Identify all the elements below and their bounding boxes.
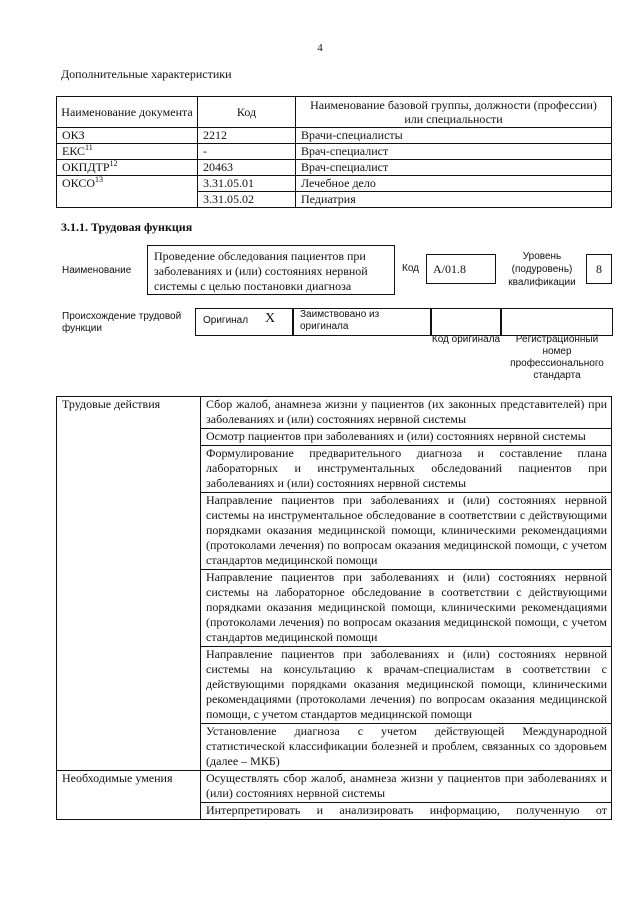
name-label: Наименование [62, 265, 132, 276]
code-cell: 2212 [198, 128, 296, 144]
qualification-level-box: 8 [586, 254, 612, 284]
section-title: Дополнительные характеристики [61, 67, 232, 81]
reg-number-label: Регистрационный номер профессионального стандарта [510, 334, 604, 381]
doc-cell [57, 128, 198, 144]
function-name-box: Проведение обследования пациентов при заболеваниях и (или) состояниях нервной системы с целью постановки диагноза [147, 245, 395, 295]
header-doc-name: Наименование документа [57, 97, 198, 128]
labor-function-title: 3.1.1. Трудовая функция [61, 220, 193, 234]
group-cell: Врач-специалист [296, 160, 612, 176]
table-row [57, 397, 612, 429]
group-cell: Педиатрия [296, 192, 612, 208]
doc-name: ОКПДТР [62, 160, 110, 174]
code-original-label: Код оригинала [431, 334, 501, 345]
group-cell: Лечебное дело [296, 176, 612, 192]
labor-actions-label: Трудовые действия [57, 397, 201, 771]
doc-name: ОКСО [62, 176, 96, 190]
code-cell: 20463 [198, 160, 296, 176]
table-row [57, 160, 612, 176]
doc-name: ОКЗ [62, 128, 85, 142]
skills-label: Необходимые умения [57, 771, 201, 820]
labor-action-item: Направление пациентов при заболеваниях и (или) состояниях нервной системы на инструментальное обследование в соответствии с действующими порядками оказания медицинской помощи, клиническими рекомендациями (протоколами лечения) по вопросам оказания медицинской помощи, с учетом стандартов медицинской помощи [201, 493, 612, 570]
footnote-ref: 12 [109, 159, 118, 168]
labor-action-item: Сбор жалоб, анамнеза жизни у пациентов (их законных представителей) при заболеваниях и (или) состояниях нервной системы [201, 397, 612, 429]
doc-cell [57, 160, 198, 176]
function-code-box: А/01.8 [426, 254, 496, 284]
qualification-level-label: Уровень (подуровень) квалификации [508, 251, 576, 288]
reg-number-cell [501, 308, 613, 336]
table-header-row [57, 97, 612, 128]
original-mark: Х [265, 311, 276, 326]
doc-name: ЕКС [62, 144, 86, 158]
original-label: Оригинал [203, 315, 249, 326]
table-row [57, 771, 612, 803]
header-group-name: Наименование базовой группы, должности (профессии) или специальности [296, 97, 612, 128]
footnote-ref: 13 [95, 175, 104, 184]
code-label: Код [402, 263, 420, 274]
skill-item: Интерпретировать и анализировать информацию, полученную от [201, 803, 612, 820]
labor-action-item: Осмотр пациентов при заболеваниях и (или) состояниях нервной системы [201, 429, 612, 446]
doc-cell [57, 144, 198, 160]
labor-actions-table [56, 396, 612, 820]
code-cell: 3.31.05.02 [198, 192, 296, 208]
labor-action-item: Установление диагноза с учетом действующей Международной статистической классификации болезней и проблем, связанных со здоровьем (далее – МКБ) [201, 724, 612, 771]
page-number: 4 [317, 42, 323, 54]
header-code: Код [198, 97, 296, 128]
group-cell: Врач-специалист [296, 144, 612, 160]
table-row [57, 144, 612, 160]
borrowed-label: Заимствовано из оригинала [300, 309, 380, 332]
labor-action-item: Формулирование предварительного диагноза и составление плана лабораторных и инструментальных обследований пациентов при заболеваниях и (или) состояниях нервной системы [201, 446, 612, 493]
labor-action-item: Направление пациентов при заболеваниях и (или) состояниях нервной системы на лабораторное обследование в соответствии с действующими порядками оказания медицинской помощи, клиническими рекомендациями (протоколами лечения) по вопросам оказания медицинской помощи, с учетом стандартов медицинской помощи [201, 570, 612, 647]
skill-item: Осуществлять сбор жалоб, анамнеза жизни у пациентов при заболеваниях и (или) состояниях нервной системы [201, 771, 612, 803]
origin-label: Происхождение трудовой функции [62, 311, 182, 334]
labor-action-item: Направление пациентов при заболеваниях и (или) состояниях нервной системы на консультацию к врачам-специалистам в соответствии с действующими порядками оказания медицинской помощи, клиническими рекомендациями (протоколами лечения) по вопросам оказания медицинской помощи, с учетом стандартов медицинской помощи [201, 647, 612, 724]
group-cell: Врачи-специалисты [296, 128, 612, 144]
footnote-ref: 11 [85, 143, 93, 152]
code-cell: - [198, 144, 296, 160]
doc-cell [57, 176, 198, 208]
table-row [57, 128, 612, 144]
table-row [57, 176, 612, 192]
additional-characteristics-table [56, 96, 612, 208]
code-original-cell [431, 308, 501, 336]
code-cell: 3.31.05.01 [198, 176, 296, 192]
